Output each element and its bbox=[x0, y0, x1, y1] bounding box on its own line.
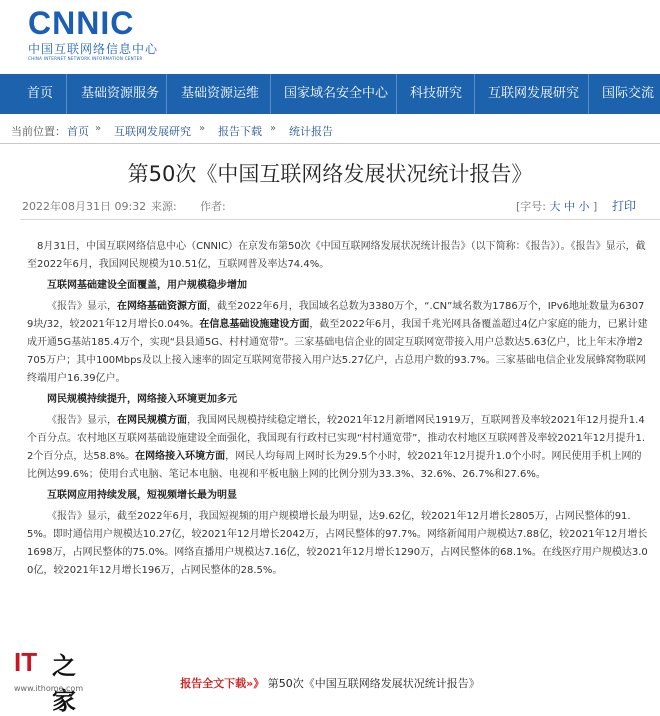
nav-divider bbox=[270, 74, 271, 114]
main-nav bbox=[0, 74, 660, 114]
breadcrumb-home[interactable]: 首页 bbox=[67, 125, 89, 138]
ithome-watermark bbox=[14, 647, 84, 715]
ithome-logo-it: IT bbox=[14, 647, 38, 677]
nav-item-internet-research[interactable]: 互联网发展研究 bbox=[488, 86, 580, 101]
font-size-end: ] bbox=[593, 200, 598, 213]
author-label: 作者: bbox=[200, 200, 226, 213]
section-heading: 网民规模持续提升，网络接入环境更加多元 bbox=[47, 394, 237, 405]
download-full-report-link[interactable]: 报告全文下载»》 bbox=[180, 677, 265, 690]
report-title-link[interactable]: 第50次《中国互联网络发展状况统计报告》 bbox=[267, 677, 480, 690]
article-body bbox=[27, 238, 649, 580]
nav-item-international[interactable]: 国际交流 bbox=[602, 86, 655, 101]
article-paragraph: 《报告》显示，在网络基础资源方面，截至2022年6月，我国域名总数为3380万个，“.CN”域名数为1786万个，IPv6地址数量为63079块/32，较2021年12月增长0.04%。在信息基础设施建设方面，截至2022年6月，我国千兆光网具备覆盖超过4亿户家庭的能力，已累计建成开通5G基站185.4万个，实现“县县通5G、村村通宽带”。三家基础电信企业的固定互联网宽带接入用户总数达5.63亿户，比上年末净增2705万户；其中100Mbps及以上接入速率的固定互联网宽带接入用户达5.27亿户，占总用户数的93.7%。三家基础电信企业发展蜂窝物联网终端用户16.39亿户。 bbox=[27, 301, 648, 384]
article-paragraph: 《报告》显示，截至2022年6月，我国短视频的用户规模增长最为明显，达9.62亿，较2021年12月增长2805万，占网民整体的91.5%。即时通信用户规模达10.27亿，较2021年12月增长2042万，占网民整体的97.7%。网络新闻用户规模达7.88亿，较2021年12月增长1698万，占网民整体的75.0%。网络直播用户规模达7.16亿，较2021年12月增长1290万，占网民整体的68.1%。在线医疗用户规模达3.00亿，较2021年12月增长196万，占网民整体的28.5%。 bbox=[27, 511, 648, 576]
meta-divider bbox=[20, 219, 660, 220]
breadcrumb-internet-research[interactable]: 互联网发展研究 bbox=[114, 125, 191, 138]
breadcrumb-label: 当前位置： bbox=[11, 125, 66, 138]
breadcrumb bbox=[0, 123, 660, 141]
article-intro: 8月31日，中国互联网络信息中心（CNNIC）在京发布第50次《中国互联网络发展状况统计报告》（以下简称：《报告》）。《报告》显示，截至2022年6月，我国网民规模为10.51亿，互联网普及率达74.4%。 bbox=[27, 241, 646, 270]
font-size-medium-button[interactable]: 中 bbox=[564, 200, 575, 213]
breadcrumb-statistical-report[interactable]: 统计报告 bbox=[289, 125, 333, 138]
section-heading: 互联网应用持续发展，短视频增长最为明显 bbox=[47, 490, 237, 501]
logo-english-name: CHINA INTERNET NETWORK INFORMATION CENTER bbox=[28, 56, 143, 61]
nav-item-resource-ops[interactable]: 基础资源运维 bbox=[181, 86, 260, 101]
nav-divider bbox=[396, 74, 397, 114]
report-download bbox=[0, 675, 660, 691]
breadcrumb-separator: » bbox=[199, 123, 206, 134]
publish-date: 2022年08月31日 09:32 bbox=[22, 200, 147, 213]
font-size-large-button[interactable]: 大 bbox=[549, 200, 561, 213]
breadcrumb-separator: » bbox=[270, 123, 277, 134]
page-title: 第50次《中国互联网络发展状况统计报告》 bbox=[127, 162, 533, 186]
ithome-logo-zh: 之家 bbox=[52, 652, 76, 715]
font-size-control bbox=[516, 198, 597, 216]
breadcrumb-divider bbox=[0, 143, 660, 144]
nav-item-home[interactable]: 首页 bbox=[27, 86, 54, 101]
nav-divider bbox=[66, 74, 67, 114]
nav-item-resource-service[interactable]: 基础资源服务 bbox=[81, 86, 160, 101]
site-header bbox=[0, 0, 660, 72]
logo-word: CNNIC bbox=[28, 5, 135, 41]
nav-divider bbox=[588, 74, 589, 114]
article-paragraph: 《报告》显示，在网民规模方面，我国网民规模持续稳定增长，较2021年12月新增网民1919万，互联网普及率较2021年12月提升1.4个百分点。农村地区互联网基础设施建设全面强化，我国现有行政村已实现“村村通宽带”，推动农村地区互联网普及率较2021年12月提升1.2个百分点，达58.8%。在网络接入环境方面，网民人均每周上网时长为29.5个小时，较2021年12月提升1.0个小时。网民使用手机上网的比例达99.6%；使用台式电脑、笔记本电脑、电视和平板电脑上网的比例分别为33.3%、32.6%、26.7%和27.6%。 bbox=[27, 415, 646, 480]
section-heading: 互联网基础建设全面覆盖，用户规模稳步增加 bbox=[47, 280, 247, 291]
font-size-label: [字号: bbox=[516, 200, 546, 213]
font-size-small-button[interactable]: 小 bbox=[578, 200, 590, 213]
nav-divider bbox=[474, 74, 475, 114]
breadcrumb-report-download[interactable]: 报告下载 bbox=[218, 125, 262, 138]
source-label: 来源: bbox=[151, 200, 177, 213]
print-link[interactable]: 打印 bbox=[612, 199, 637, 213]
cnnic-logo[interactable] bbox=[28, 6, 158, 62]
logo-chinese-name: 中国互联网络信息中心 bbox=[28, 42, 159, 56]
ithome-url: www.ithome.com bbox=[14, 684, 84, 693]
nav-item-tech-research[interactable]: 科技研究 bbox=[410, 86, 463, 101]
nav-divider bbox=[166, 74, 167, 114]
breadcrumb-separator: » bbox=[95, 123, 102, 134]
nav-item-domain-security[interactable]: 国家域名安全中心 bbox=[284, 86, 389, 101]
